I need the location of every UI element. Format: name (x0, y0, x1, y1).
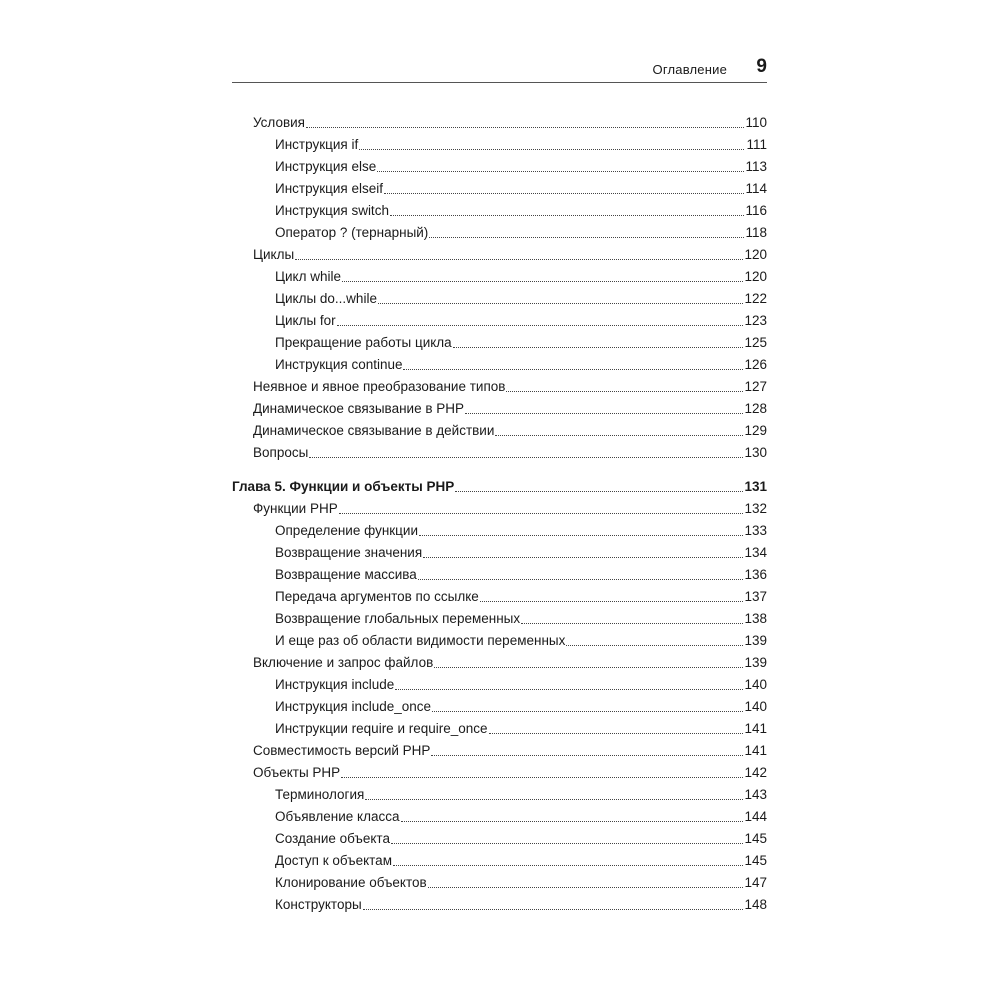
toc-entry-label: Динамическое связывание в действии (253, 423, 495, 438)
dot-leader (566, 645, 743, 646)
toc-entry-page: 142 (744, 765, 767, 780)
toc-entry-page: 143 (744, 787, 767, 802)
toc-subsection[interactable] (232, 894, 767, 916)
toc-subsection[interactable] (232, 288, 767, 310)
toc-entry-page: 126 (744, 357, 767, 372)
dot-leader (339, 513, 744, 514)
dot-leader (393, 865, 743, 866)
toc-entry-label: Инструкция continue (275, 357, 403, 372)
dot-leader (419, 535, 743, 536)
toc-entry-page: 118 (745, 225, 767, 240)
toc-subsection[interactable] (232, 718, 767, 740)
dot-leader (363, 909, 744, 910)
page-number: 9 (756, 56, 767, 77)
toc-subsection[interactable] (232, 520, 767, 542)
toc-entry-label: И еще раз об области видимости переменных (275, 633, 566, 648)
dot-leader (506, 391, 743, 392)
dot-leader (359, 149, 744, 150)
toc-entry-label: Циклы do...while (275, 291, 377, 306)
toc-entry-page: 116 (745, 203, 767, 218)
toc-entry-page: 111 (746, 137, 767, 152)
running-header (232, 56, 767, 82)
toc-entry-label: Инструкции require и require_once (275, 721, 488, 736)
toc-entry-page: 128 (744, 401, 767, 416)
toc-entry-label: Оператор ? (тернарный) (275, 225, 429, 240)
toc-entry-label: Возвращение массива (275, 567, 417, 582)
chapter-gap (232, 464, 767, 476)
dot-leader (384, 193, 744, 194)
dot-leader (295, 259, 743, 260)
toc-entry-label: Терминология (275, 787, 365, 802)
dot-leader (342, 281, 743, 282)
toc-entry-page: 139 (744, 655, 767, 670)
toc-entry-label: Глава 5. Функции и объекты PHP (232, 479, 455, 494)
toc-subsection[interactable] (232, 222, 767, 244)
dot-leader (306, 127, 744, 128)
toc-subsection[interactable] (232, 200, 767, 222)
toc-subsection[interactable] (232, 630, 767, 652)
toc-subsection[interactable] (232, 332, 767, 354)
header-divider (232, 82, 767, 83)
toc-entry-label: Инструкция include_once (275, 699, 432, 714)
toc-subsection[interactable] (232, 608, 767, 630)
toc-entry-label: Циклы for (275, 313, 336, 328)
toc-entry-label: Создание объекта (275, 831, 390, 846)
dot-leader (391, 843, 743, 844)
toc-subsection[interactable] (232, 542, 767, 564)
dot-leader (377, 171, 744, 172)
dot-leader (453, 347, 744, 348)
toc-section[interactable] (232, 740, 767, 762)
toc-entry-label: Функции PHP (253, 501, 338, 516)
dot-leader (337, 325, 744, 326)
toc-entry-label: Конструкторы (275, 897, 362, 912)
toc-entry-page: 145 (744, 853, 767, 868)
toc-subsection[interactable] (232, 156, 767, 178)
toc-entry-page: 125 (744, 335, 767, 350)
dot-leader (521, 623, 743, 624)
toc-chapter[interactable] (232, 476, 767, 498)
toc-subsection[interactable] (232, 872, 767, 894)
dot-leader (341, 777, 743, 778)
toc-subsection[interactable] (232, 134, 767, 156)
toc-entry-label: Инструкция switch (275, 203, 389, 218)
dot-leader (403, 369, 743, 370)
dot-leader (465, 413, 743, 414)
toc-entry-page: 139 (744, 633, 767, 648)
toc-entry-page: 133 (744, 523, 767, 538)
toc-entry-page: 138 (744, 611, 767, 626)
toc-entry-page: 136 (744, 567, 767, 582)
dot-leader (378, 303, 744, 304)
dot-leader (489, 733, 744, 734)
toc-entry-label: Вопросы (253, 445, 309, 460)
toc-entry-page: 147 (744, 875, 767, 890)
toc-entry-page: 123 (744, 313, 767, 328)
dot-leader (395, 689, 743, 690)
toc-entry-page: 120 (744, 247, 767, 262)
dot-leader (428, 887, 744, 888)
toc-entry-label: Определение функции (275, 523, 418, 538)
dot-leader (495, 435, 743, 436)
dot-leader (480, 601, 744, 602)
toc-subsection[interactable] (232, 586, 767, 608)
toc-entry-label: Прекращение работы цикла (275, 335, 452, 350)
toc-section[interactable] (232, 376, 767, 398)
dot-leader (432, 711, 743, 712)
dot-leader (434, 667, 743, 668)
toc-entry-page: 130 (744, 445, 767, 460)
toc-subsection[interactable] (232, 178, 767, 200)
toc-entry-label: Условия (253, 115, 305, 130)
toc-subsection[interactable] (232, 850, 767, 872)
toc-entry-page: 140 (744, 699, 767, 714)
toc-entry-label: Совместимость версий PHP (253, 743, 431, 758)
toc-section[interactable] (232, 398, 767, 420)
toc-section[interactable] (232, 244, 767, 266)
toc-subsection[interactable] (232, 354, 767, 376)
toc-entry-page: 137 (744, 589, 767, 604)
toc-entry-page: 113 (745, 159, 767, 174)
toc-subsection[interactable] (232, 266, 767, 288)
toc-entry-page: 114 (745, 181, 767, 196)
toc-entry-page: 131 (744, 479, 767, 494)
toc-entry-label: Неявное и явное преобразование типов (253, 379, 506, 394)
toc-entry-page: 141 (744, 743, 767, 758)
toc-entry-page: 141 (744, 721, 767, 736)
toc-entry-label: Цикл while (275, 269, 341, 284)
dot-leader (365, 799, 743, 800)
toc-entry-label: Инструкция if (275, 137, 359, 152)
toc-entry-label: Объявление класса (275, 809, 400, 824)
toc-entry-label: Доступ к объектам (275, 853, 392, 868)
toc-entry-page: 120 (744, 269, 767, 284)
toc-subsection[interactable] (232, 674, 767, 696)
dot-leader (418, 579, 744, 580)
toc-entry-page: 129 (744, 423, 767, 438)
header-title: Оглавление (652, 62, 727, 77)
toc-entry-label: Динамическое связывание в PHP (253, 401, 465, 416)
toc-entry-page: 132 (744, 501, 767, 516)
dot-leader (455, 491, 743, 492)
toc-entry-label: Передача аргументов по ссылке (275, 589, 479, 604)
toc-section[interactable] (232, 652, 767, 674)
toc-entry-label: Объекты PHP (253, 765, 341, 780)
toc-section[interactable] (232, 442, 767, 464)
toc-entry-page: 144 (744, 809, 767, 824)
toc-subsection[interactable] (232, 696, 767, 718)
toc-section[interactable] (232, 112, 767, 134)
dot-leader (429, 237, 744, 238)
toc-subsection[interactable] (232, 310, 767, 332)
toc-entry-label: Включение и запрос файлов (253, 655, 434, 670)
toc-entry-label: Циклы (253, 247, 295, 262)
toc-section[interactable] (232, 762, 767, 784)
toc-entry-page: 148 (744, 897, 767, 912)
toc-entry-label: Возвращение глобальных переменных (275, 611, 521, 626)
toc-subsection[interactable] (232, 828, 767, 850)
toc-entry-page: 145 (744, 831, 767, 846)
dot-leader (390, 215, 744, 216)
toc-entry-label: Возвращение значения (275, 545, 423, 560)
toc-entry-label: Инструкция else (275, 159, 377, 174)
toc-section[interactable] (232, 420, 767, 442)
toc-subsection[interactable] (232, 564, 767, 586)
toc-entry-page: 134 (744, 545, 767, 560)
table-of-contents (232, 112, 767, 916)
dot-leader (309, 457, 743, 458)
toc-subsection[interactable] (232, 784, 767, 806)
dot-leader (431, 755, 743, 756)
toc-subsection[interactable] (232, 806, 767, 828)
toc-section[interactable] (232, 498, 767, 520)
dot-leader (401, 821, 744, 822)
toc-entry-page: 140 (744, 677, 767, 692)
toc-entry-label: Инструкция elseif (275, 181, 383, 196)
toc-entry-label: Клонирование объектов (275, 875, 427, 890)
dot-leader (423, 557, 743, 558)
toc-entry-label: Инструкция include (275, 677, 395, 692)
toc-entry-page: 110 (745, 115, 767, 130)
toc-entry-page: 122 (744, 291, 767, 306)
toc-entry-page: 127 (744, 379, 767, 394)
